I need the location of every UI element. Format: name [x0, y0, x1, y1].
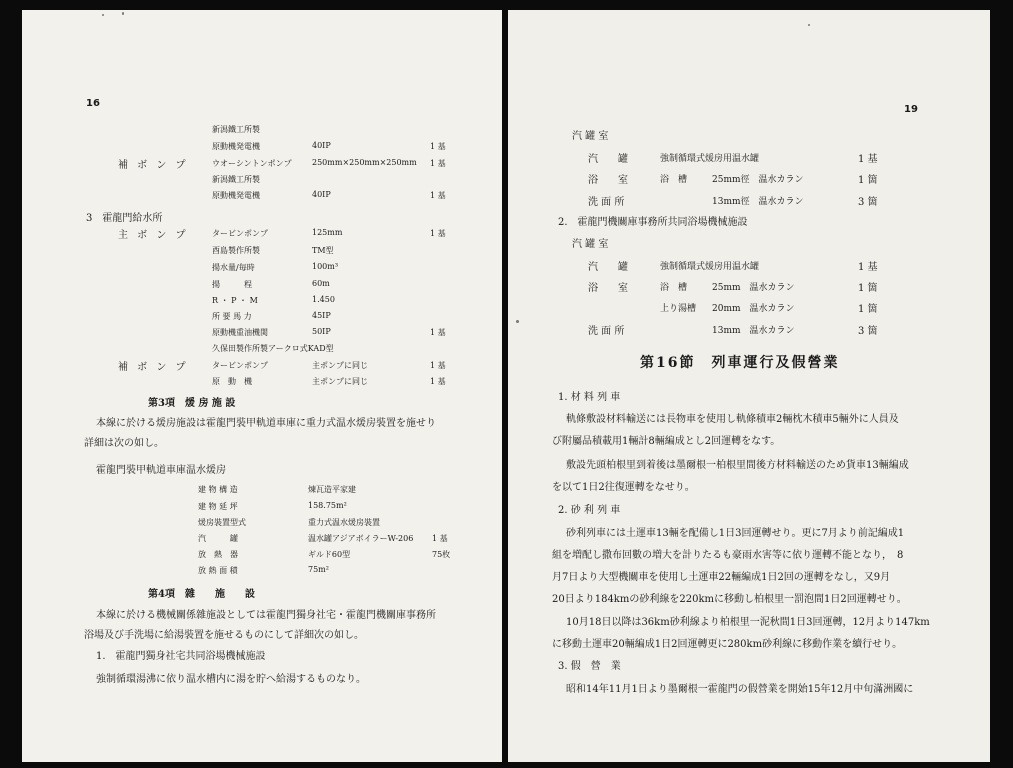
page-number: 16	[86, 98, 100, 109]
paragraph-line: 本線に於ける煖房施設は霍龍門裝甲軌道車庫に重力式温水煖房裝置を施せり	[96, 418, 436, 429]
maker-text: ウオーシントンポンプ	[212, 159, 292, 168]
subsection-heading: 3. 假 營 業	[558, 661, 621, 672]
aux-pump-label: 補 ボ ン プ	[118, 160, 189, 171]
list-item: 1. 霍龍門獨身社宅共同浴場機械施設	[96, 651, 266, 662]
qty-text: 1 基	[430, 191, 446, 200]
cell-room: 汽 罐	[588, 154, 628, 165]
spec-key: 久保田製作所製アークロ式KAD型	[212, 344, 334, 353]
spec-value: 125mm	[312, 228, 343, 237]
spec-key: 汽 罐	[198, 534, 238, 543]
cell-equipment: 上り湯槽	[660, 304, 697, 314]
spec-value: 75m²	[308, 565, 329, 574]
qty-text: 1 基	[430, 159, 446, 168]
spec-key: タービンポンプ	[212, 229, 268, 238]
cell-equipment: 強制循環式煖房用温水罐	[660, 262, 760, 272]
spec-key: 放 熱 器	[198, 550, 238, 559]
spec-key: 揚水量/毎時	[212, 263, 255, 272]
room-heading: 汽 罐 室	[572, 131, 609, 142]
spec-value: 主ポンプに同じ	[312, 377, 368, 386]
section-heading: 3 霍龍門給水所	[86, 213, 163, 224]
spec-key: 原 動 機	[212, 377, 252, 386]
subsection-heading: 2. 砂 利 列 車	[558, 505, 621, 516]
paragraph-line: 20日より184kmの砂利線を220kmに移動し柏根里一罰泡間1日2回運轉せり。	[552, 594, 907, 605]
cell-qty: 1 箇	[858, 304, 878, 315]
paragraph-line: に移動土運車20輛編成1日2回運轉更に280km砂利線に移動作業を續行せり。	[552, 639, 903, 650]
cell-room: 洗 面 所	[588, 326, 625, 337]
table-caption: 霍龍門裝甲軌道車庫温水煖房	[96, 465, 226, 476]
spec-value: 100m³	[312, 262, 339, 271]
cell-equipment: 浴 槽	[660, 283, 688, 293]
spec-value: 45IP	[312, 311, 331, 320]
spec-value: 主ポンプに同じ	[312, 361, 368, 370]
spec-text: 250mm×250mm×250mm	[312, 158, 417, 167]
qty-text: 1 基	[430, 361, 446, 370]
maker-text: 新潟鐵工所製	[212, 125, 260, 134]
cell-qty: 3 箇	[858, 326, 878, 337]
paragraph-line: 本線に於ける機械關係雜施設としては霍龍門獨身社宅・霍龍門機關庫事務所	[96, 610, 436, 621]
cell-qty: 1 基	[858, 154, 878, 165]
left-page	[22, 10, 502, 762]
cell-equipment: 浴 槽	[660, 175, 688, 185]
maker-text: 原動機発電機	[212, 142, 260, 151]
maker-text: 原動機発電機	[212, 191, 260, 200]
spec-key: 煖房裝置型式	[198, 518, 246, 527]
qty-text: 1 基	[430, 229, 446, 238]
cell-fixture: 25mm 温水カラン	[712, 283, 795, 293]
paragraph-line: 浴場及び手洗場に給湯裝置を施せるものにして詳細次の如し。	[84, 630, 364, 641]
spec-key: R ・ P ・ M	[212, 296, 258, 305]
spec-key: 所 要 馬 力	[212, 312, 252, 321]
qty-text: 75枚	[432, 550, 451, 559]
cell-qty: 3 箇	[858, 197, 878, 208]
spec-value: 60m	[312, 279, 330, 288]
paragraph-line: を以て1日2往復運轉をなせり。	[552, 482, 695, 493]
scan-speck	[102, 14, 104, 16]
spec-value: 158.75m²	[308, 501, 347, 510]
subsection-heading: 第3項 煖 房 施 設	[148, 398, 236, 409]
scan-speck	[808, 24, 810, 26]
spec-text: 40IP	[312, 141, 331, 150]
maker-text: 新潟鐵工所製	[212, 175, 260, 184]
spec-value: 温水罐アジアボイラーW-206	[308, 534, 414, 543]
cell-room: 洗 面 所	[588, 197, 625, 208]
paragraph-line: 敷設先頭柏根里到着後は墨爾根一柏根里間後方材料輸送のため貨車13輛編成	[566, 460, 909, 471]
cell-room: 浴 室	[588, 283, 628, 294]
cell-equipment: 強制循環式煖房用温水罐	[660, 154, 760, 164]
spec-value: 重力式温水煖房裝置	[308, 518, 380, 527]
page-number: 19	[904, 104, 918, 115]
paragraph-line: 詳細は次の如し。	[84, 438, 164, 449]
cell-room: 汽 罐	[588, 262, 628, 273]
qty-text: 1 基	[430, 377, 446, 386]
scan-speck	[122, 12, 124, 15]
spec-text: 40IP	[312, 190, 331, 199]
paragraph-line: 月7日より大型機關車を使用し土運車22輛編成1日2回の運轉をなし，又9月	[552, 572, 891, 583]
right-page	[508, 10, 990, 762]
list-item: 2. 霍龍門機關庫事務所共同浴場機械施設	[558, 217, 748, 228]
spec-key: タービンポンプ	[212, 361, 268, 370]
spec-key: 放 熱 面 積	[198, 566, 238, 575]
cell-qty: 1 箇	[858, 283, 878, 294]
cell-fixture: 25mm徑 温水カラン	[712, 175, 804, 185]
spec-key: 建 物 延 坪	[198, 502, 238, 511]
qty-text: 1 基	[432, 534, 448, 543]
subsection-heading: 1. 材 料 列 車	[558, 392, 621, 403]
subsection-heading: 第4項 雜 施 設	[148, 589, 255, 600]
qty-text: 1 基	[430, 328, 446, 337]
cell-fixture: 13mm徑 温水カラン	[712, 197, 804, 207]
cell-qty: 1 基	[858, 262, 878, 273]
paragraph-line: 軌條敷設材料輸送には長物車を使用し軌條積車2輛枕木積車5輛外に人員及	[566, 414, 899, 425]
paragraph-line: び附屬品積載用1輛計8輛編成とし2回運轉をなす。	[552, 436, 781, 447]
spec-value: ギルド60型	[308, 550, 351, 559]
scan-speck	[516, 320, 519, 323]
cell-fixture: 20mm 温水カラン	[712, 304, 795, 314]
spec-value: 50IP	[312, 327, 331, 336]
paragraph-line: 強制循環湯沸に依り温水槽内に湯を貯へ給湯するものなり。	[96, 674, 366, 685]
spec-value: 1.450	[312, 295, 335, 304]
room-heading: 汽 罐 室	[572, 239, 609, 250]
paragraph-line: 昭和14年11月1日より墨爾根一霍龍門の假營業を開始15年12月中旬滿洲國に	[566, 684, 914, 695]
spec-key: 揚 程	[212, 280, 252, 289]
paragraph-line: 組を増配し撒布回數の増大を計りたるも豪雨水害等に依り運轉不能となり， 8	[552, 550, 904, 561]
spec-value: TM型	[312, 246, 334, 255]
qty-text: 1 基	[430, 142, 446, 151]
paragraph-line: 砂利列車には土運車13輛を配備し1日3回運轉せり。更に7月より前記編成1	[566, 528, 905, 539]
paragraph-line: 10月18日以降は36km砂利線より柏根里一泥秋間1日3回運轉，12月より147km	[566, 617, 930, 628]
aux-pump-label: 補 ボ ン プ	[118, 362, 189, 373]
cell-qty: 1 箇	[858, 175, 878, 186]
main-pump-label: 主 ボ ン プ	[118, 230, 189, 241]
spec-key: 原動機重油機関	[212, 328, 268, 337]
cell-room: 浴 室	[588, 175, 628, 186]
spec-value: 煉瓦造平家建	[308, 485, 356, 494]
spec-key: 酉島製作所製	[212, 246, 260, 255]
spec-key: 建 物 構 造	[198, 485, 238, 494]
section-title: 第16節 列車運行及假營業	[640, 355, 840, 371]
cell-fixture: 13mm 温水カラン	[712, 326, 795, 336]
